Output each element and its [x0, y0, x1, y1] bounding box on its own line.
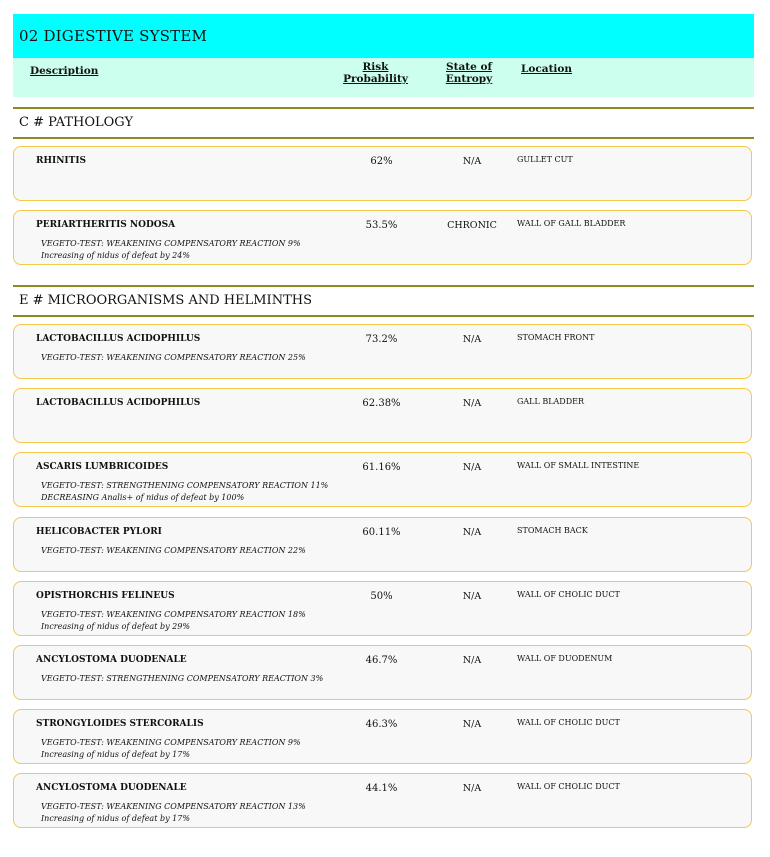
- row-state-of-entropy: N/A: [462, 398, 482, 409]
- row-state-of-entropy: N/A: [462, 591, 482, 602]
- table-row: [13, 388, 752, 443]
- section-title: C # PATHOLOGY: [19, 115, 134, 130]
- row-location: WALL OF CHOLIC DUCT: [517, 782, 620, 791]
- row-state-of-entropy: N/A: [462, 655, 482, 666]
- row-note: VEGETO-TEST: WEAKENING COMPENSATORY REACTION 9%: [41, 738, 301, 747]
- row-note: DECREASING Analis+ of nidus of defeat by 100%: [41, 493, 245, 502]
- row-location: WALL OF CHOLIC DUCT: [517, 590, 620, 599]
- table-row: [13, 324, 752, 379]
- row-location: WALL OF SMALL INTESTINE: [517, 461, 640, 470]
- row-risk-probability: 73.2%: [365, 334, 398, 345]
- row-note: VEGETO-TEST: WEAKENING COMPENSATORY REACTION 9%: [41, 239, 301, 248]
- row-description: LACTOBACILLUS ACIDOPHILUS: [36, 334, 201, 344]
- row-location: STOMACH BACK: [517, 526, 588, 535]
- row-state-of-entropy: N/A: [462, 334, 482, 345]
- row-location: WALL OF DUODENUM: [517, 654, 613, 663]
- row-location: GALL BLADDER: [517, 397, 584, 406]
- row-notes: [41, 352, 306, 364]
- row-location: WALL OF GALL BLADDER: [517, 219, 626, 228]
- row-notes: [41, 737, 301, 761]
- row-notes: [41, 545, 306, 557]
- report-title: 02 DIGESTIVE SYSTEM: [19, 27, 208, 45]
- row-description: ASCARIS LUMBRICOIDES: [36, 462, 169, 472]
- row-note: Increasing of nidus of defeat by 29%: [41, 622, 190, 631]
- row-notes: [41, 480, 328, 504]
- row-description: OPISTHORCHIS FELINEUS: [36, 591, 175, 601]
- row-state-of-entropy: N/A: [462, 783, 482, 794]
- row-risk-probability: 62%: [370, 156, 393, 167]
- column-description: Description: [30, 65, 99, 77]
- row-location: GULLET CUT: [517, 155, 573, 164]
- row-risk-probability: 62.38%: [362, 398, 401, 409]
- row-note: VEGETO-TEST: WEAKENING COMPENSATORY REACTION 22%: [41, 546, 306, 555]
- row-description: ANCYLOSTOMA DUODENALE: [36, 655, 187, 665]
- row-note: Increasing of nidus of defeat by 24%: [41, 251, 190, 260]
- row-risk-probability: 46.3%: [365, 719, 398, 730]
- row-state-of-entropy: N/A: [462, 719, 482, 730]
- row-note: Increasing of nidus of defeat by 17%: [41, 750, 190, 759]
- row-state-of-entropy: N/A: [462, 156, 482, 167]
- table-row: [13, 709, 752, 764]
- row-note: VEGETO-TEST: WEAKENING COMPENSATORY REACTION 25%: [41, 353, 306, 362]
- row-description: STRONGYLOIDES STERCORALIS: [36, 719, 204, 729]
- row-note: VEGETO-TEST: WEAKENING COMPENSATORY REACTION 18%: [41, 610, 306, 619]
- table-row: [13, 210, 752, 265]
- row-risk-probability: 60.11%: [362, 527, 401, 538]
- row-description: ANCYLOSTOMA DUODENALE: [36, 783, 187, 793]
- row-state-of-entropy: N/A: [462, 462, 482, 473]
- table-row: [13, 452, 752, 507]
- report-header: [13, 14, 754, 58]
- row-location: STOMACH FRONT: [517, 333, 595, 342]
- row-description: LACTOBACILLUS ACIDOPHILUS: [36, 398, 201, 408]
- row-description: RHINITIS: [36, 156, 87, 166]
- row-note: VEGETO-TEST: STRENGTHENING COMPENSATORY REACTION 11%: [41, 481, 329, 490]
- column-location: Location: [521, 63, 573, 75]
- table-row: [13, 581, 752, 636]
- column-header-bar: [13, 58, 754, 97]
- column-state-of-entropy: State of Entropy: [445, 61, 493, 85]
- row-notes: [41, 801, 306, 825]
- table-row: [13, 773, 752, 828]
- row-notes: [41, 238, 301, 262]
- column-risk-probability: Risk Probability: [343, 61, 408, 85]
- section-header: [13, 285, 754, 317]
- section-header: [13, 107, 754, 139]
- row-location: WALL OF CHOLIC DUCT: [517, 718, 620, 727]
- row-note: Increasing of nidus of defeat by 17%: [41, 814, 190, 823]
- row-state-of-entropy: N/A: [462, 527, 482, 538]
- row-note: VEGETO-TEST: STRENGTHENING COMPENSATORY REACTION 3%: [41, 674, 324, 683]
- section-title: E # MICROORGANISMS AND HELMINTHS: [19, 293, 312, 308]
- row-risk-probability: 46.7%: [365, 655, 398, 666]
- row-description: PERIARTHERITIS NODOSA: [36, 220, 176, 230]
- row-risk-probability: 53.5%: [365, 220, 398, 231]
- row-risk-probability: 61.16%: [362, 462, 401, 473]
- row-risk-probability: 44.1%: [365, 783, 398, 794]
- row-state-of-entropy: CHRONIC: [447, 220, 497, 231]
- table-row: [13, 146, 752, 201]
- table-row: [13, 517, 752, 572]
- table-row: [13, 645, 752, 700]
- row-note: VEGETO-TEST: WEAKENING COMPENSATORY REACTION 13%: [41, 802, 306, 811]
- row-risk-probability: 50%: [370, 591, 393, 602]
- row-notes: [41, 609, 306, 633]
- row-description: HELICOBACTER PYLORI: [36, 527, 162, 537]
- row-notes: [41, 673, 323, 685]
